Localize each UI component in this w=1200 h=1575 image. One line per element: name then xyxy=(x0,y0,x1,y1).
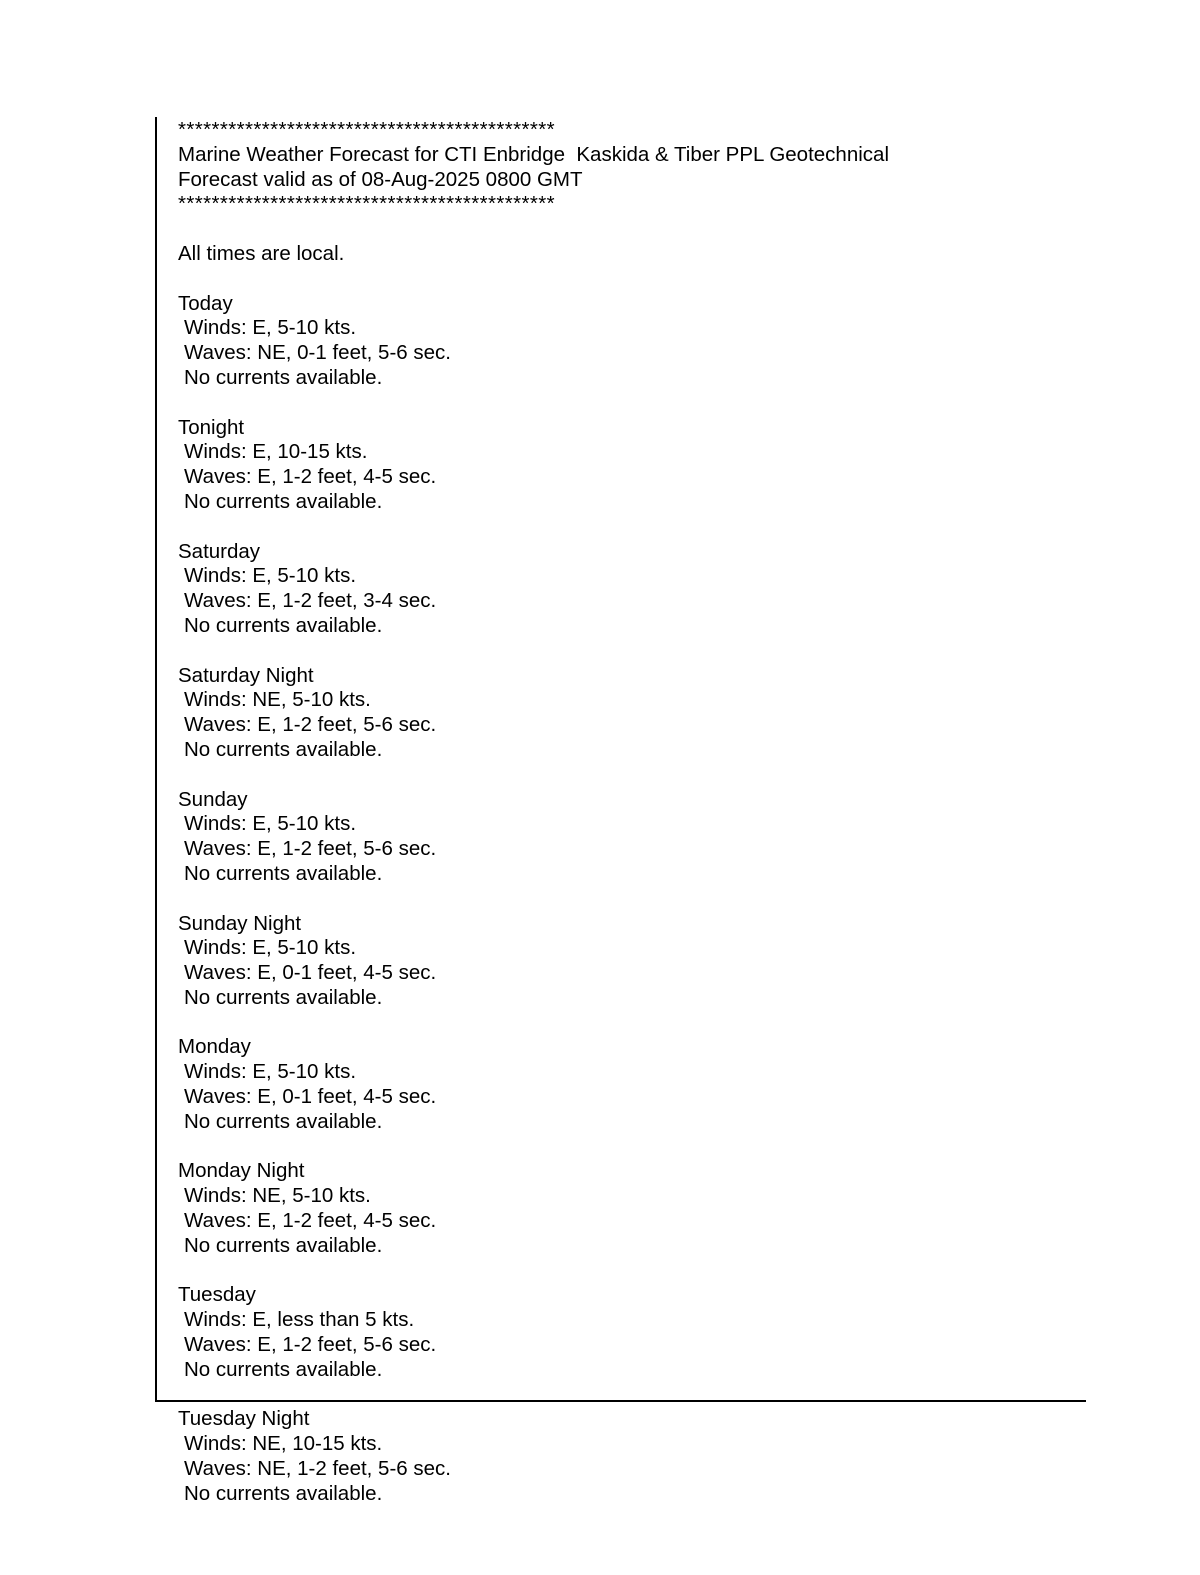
winds-line: Winds: NE, 5-10 kts. xyxy=(184,688,371,712)
winds-line: Winds: E, 5-10 kts. xyxy=(184,936,357,960)
blank-line xyxy=(178,267,1158,292)
forecast-section xyxy=(178,540,1158,639)
forecast-section xyxy=(178,1159,1158,1258)
forecast-section xyxy=(178,1407,1158,1506)
forecast-sections xyxy=(178,292,1158,1507)
waves-line: Waves: NE, 0-1 feet, 5-6 sec. xyxy=(184,341,451,365)
forecast-section xyxy=(178,292,1158,391)
forecast-period-heading: Today xyxy=(178,291,233,315)
currents-line: No currents available. xyxy=(184,489,383,513)
currents-line: No currents available. xyxy=(184,1481,383,1505)
forecast-section xyxy=(178,416,1158,515)
forecast-period-heading: Saturday xyxy=(178,539,261,563)
winds-line: Winds: NE, 5-10 kts. xyxy=(184,1184,371,1208)
winds-line: Winds: E, 10-15 kts. xyxy=(184,440,368,464)
forecast-period-heading: Monday xyxy=(178,1035,251,1059)
forecast-period-heading: Monday Night xyxy=(178,1159,305,1183)
forecast-period-heading: Tonight xyxy=(178,415,245,439)
currents-line: No currents available. xyxy=(184,1233,383,1257)
winds-line: Winds: NE, 10-15 kts. xyxy=(184,1432,383,1456)
forecast-period-heading: Tuesday xyxy=(178,1283,256,1307)
waves-line: Waves: E, 1-2 feet, 4-5 sec. xyxy=(184,465,437,489)
winds-line: Winds: E, less than 5 kts. xyxy=(184,1308,415,1332)
currents-line: No currents available. xyxy=(184,1109,383,1133)
currents-line: No currents available. xyxy=(184,1357,383,1381)
currents-line: No currents available. xyxy=(184,365,383,389)
separator-line-top: ********************************************* xyxy=(178,118,555,141)
waves-line: Waves: E, 1-2 feet, 5-6 sec. xyxy=(184,713,437,737)
currents-line: No currents available. xyxy=(184,737,383,761)
waves-line: Waves: NE, 1-2 feet, 5-6 sec. xyxy=(184,1457,451,1481)
currents-line: No currents available. xyxy=(184,613,383,637)
document-title: Marine Weather Forecast for CTI Enbridge Kaskida & Tiber PPL Geotechnical xyxy=(178,142,889,166)
separator-line-bottom: ********************************************* xyxy=(178,192,555,216)
winds-line: Winds: E, 5-10 kts. xyxy=(184,1060,357,1084)
blank-line xyxy=(178,217,1158,242)
winds-line: Winds: E, 5-10 kts. xyxy=(184,564,357,588)
currents-line: No currents available. xyxy=(184,985,383,1009)
forecast-period-heading: Sunday xyxy=(178,787,248,811)
waves-line: Waves: E, 1-2 feet, 5-6 sec. xyxy=(184,837,437,861)
waves-line: Waves: E, 1-2 feet, 3-4 sec. xyxy=(184,589,437,613)
forecast-valid-line: Forecast valid as of 08-Aug-2025 0800 GMT xyxy=(178,167,583,191)
forecast-period-heading: Sunday Night xyxy=(178,911,302,935)
waves-line: Waves: E, 1-2 feet, 4-5 sec. xyxy=(184,1209,437,1233)
forecast-section xyxy=(178,664,1158,763)
forecast-period-heading: Saturday Night xyxy=(178,663,314,687)
forecast-text xyxy=(178,118,1158,1507)
times-note: All times are local. xyxy=(178,241,345,265)
waves-line: Waves: E, 0-1 feet, 4-5 sec. xyxy=(184,961,437,985)
forecast-section xyxy=(178,788,1158,887)
currents-line: No currents available. xyxy=(184,861,383,885)
waves-line: Waves: E, 0-1 feet, 4-5 sec. xyxy=(184,1085,437,1109)
winds-line: Winds: E, 5-10 kts. xyxy=(184,316,357,340)
forecast-section xyxy=(178,1035,1158,1134)
winds-line: Winds: E, 5-10 kts. xyxy=(184,812,357,836)
waves-line: Waves: E, 1-2 feet, 5-6 sec. xyxy=(184,1333,437,1357)
forecast-period-heading: Tuesday Night xyxy=(178,1407,310,1431)
forecast-section xyxy=(178,1283,1158,1382)
forecast-section xyxy=(178,912,1158,1011)
